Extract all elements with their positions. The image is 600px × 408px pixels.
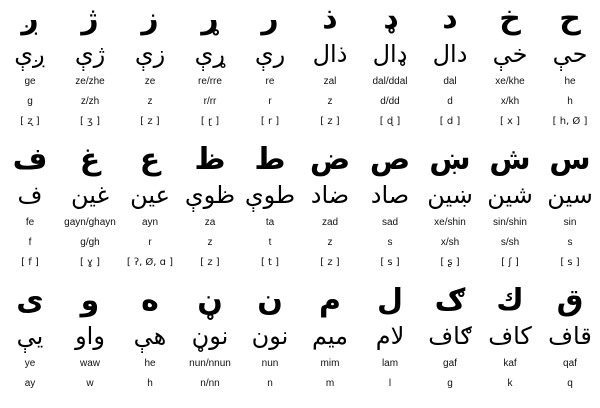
transliteration-primary: nun/nnun bbox=[189, 358, 231, 369]
ipa-value: [ z ] bbox=[320, 257, 340, 268]
transliteration-primary: sin/shin bbox=[493, 217, 527, 228]
ipa-value: [ h, Ø ] bbox=[552, 116, 588, 127]
transliteration-secondary: l bbox=[388, 378, 392, 389]
letter-name: لام bbox=[375, 322, 405, 350]
letter-name: طوې bbox=[244, 181, 296, 209]
ipa-value: [ ʐ ] bbox=[20, 116, 40, 127]
letter-name: ذال bbox=[312, 40, 348, 68]
transliteration-secondary: s/sh bbox=[500, 237, 520, 248]
transliteration-secondary: r bbox=[268, 96, 272, 107]
transliteration-secondary: x/kh bbox=[500, 96, 520, 107]
letter-name: دال bbox=[432, 40, 468, 68]
letter-name-row bbox=[0, 177, 600, 207]
transliteration-secondary: h bbox=[147, 378, 153, 389]
letter-name-row bbox=[0, 36, 600, 66]
letter-name: عين bbox=[130, 181, 170, 209]
letter-name: ډال bbox=[372, 40, 408, 68]
letter-name: زې bbox=[134, 40, 166, 68]
transliteration-secondary: s bbox=[387, 237, 393, 248]
ipa-value: [ ʔ, Ø, ɑ ] bbox=[126, 257, 174, 268]
transliteration-primary: re/rre bbox=[198, 76, 222, 87]
letter-row bbox=[0, 282, 600, 318]
transliteration-secondary: n/nn bbox=[200, 378, 220, 389]
letter-name: ړې bbox=[194, 40, 226, 68]
transliteration-secondary: r/rr bbox=[203, 96, 217, 107]
letter-name: قاف bbox=[548, 322, 592, 350]
transliteration-primary: qaf bbox=[563, 358, 577, 369]
letter-name: ظوې bbox=[184, 181, 236, 209]
transliteration-primary: sad bbox=[381, 217, 399, 228]
transliteration-primary: ze bbox=[144, 76, 156, 87]
letter-name: يې bbox=[16, 322, 44, 350]
ipa-value: [ ʃ ] bbox=[501, 257, 519, 268]
letter-name: واو bbox=[75, 322, 105, 350]
letter-name: نون bbox=[251, 322, 289, 350]
letter-glyph: د bbox=[442, 1, 458, 36]
transliteration-secondary: s bbox=[567, 237, 573, 248]
letter-name: ګاف bbox=[428, 322, 472, 350]
transliteration-primary: dal/ddal bbox=[372, 76, 408, 87]
letter-glyph: ګ bbox=[434, 283, 466, 318]
letter-glyph: ن bbox=[257, 283, 283, 318]
letter-glyph: ض bbox=[309, 142, 351, 177]
transliteration-primary: xe/khe bbox=[495, 76, 525, 87]
letter-row bbox=[0, 0, 600, 36]
letter-name: ژې bbox=[74, 40, 106, 68]
transliteration-primary: mim bbox=[320, 358, 340, 369]
transliteration-secondary: g/gh bbox=[80, 237, 100, 248]
ipa-value: [ z ] bbox=[140, 116, 160, 127]
letter-glyph: ف bbox=[12, 142, 48, 177]
transliteration-secondary: w bbox=[86, 378, 94, 389]
letter-glyph: م bbox=[319, 283, 341, 318]
transliteration-secondary: ay bbox=[24, 378, 36, 389]
transliteration-alt-row bbox=[0, 378, 600, 408]
ipa-value: [ s ] bbox=[380, 257, 400, 268]
transliteration-secondary: z bbox=[327, 237, 333, 248]
ipa-value: [ f ] bbox=[21, 257, 39, 268]
transliteration-secondary: m bbox=[325, 378, 335, 389]
letter-name: حې bbox=[552, 40, 588, 68]
letter-glyph: ړ bbox=[201, 1, 219, 36]
letter-glyph: س bbox=[549, 142, 591, 177]
letter-glyph: غ bbox=[79, 142, 101, 177]
ipa-value: [ t ] bbox=[260, 257, 280, 268]
letter-glyph: خ bbox=[499, 1, 521, 36]
transliteration-primary: za bbox=[204, 217, 216, 228]
transliteration-secondary: f bbox=[28, 237, 32, 248]
letter-name: هې bbox=[133, 322, 167, 350]
letter-name: سين bbox=[547, 181, 593, 209]
ipa-value: [ ɣ ] bbox=[79, 257, 101, 268]
letter-glyph: ز bbox=[141, 1, 159, 36]
transliteration-secondary: k bbox=[507, 378, 513, 389]
letter-glyph: ش bbox=[489, 142, 531, 177]
letter-name: ضاد bbox=[310, 181, 350, 209]
transliteration-secondary: r bbox=[148, 237, 152, 248]
transliteration-primary: waw bbox=[79, 358, 100, 369]
alphabet-block-1 bbox=[0, 0, 600, 134]
letter-glyph: ع bbox=[139, 142, 161, 177]
transliteration-secondary: q bbox=[567, 378, 573, 389]
transliteration-primary: re bbox=[265, 76, 275, 87]
letter-glyph: ڼ bbox=[197, 283, 223, 318]
transliteration-primary: xe/shin bbox=[434, 217, 466, 228]
transliteration-primary: he bbox=[564, 76, 576, 87]
transliteration-secondary: d/dd bbox=[380, 96, 400, 107]
ipa-value: [ ɖ ] bbox=[379, 116, 401, 127]
alphabet-block-3 bbox=[0, 282, 600, 400]
letter-glyph: ژ bbox=[81, 1, 99, 36]
transliteration-secondary: t bbox=[268, 237, 272, 248]
letter-name-row bbox=[0, 318, 600, 348]
transliteration-secondary: z/zh bbox=[80, 96, 100, 107]
transliteration-primary: zal bbox=[323, 76, 337, 87]
letter-glyph: ډ bbox=[383, 1, 397, 36]
transliteration-primary: he bbox=[144, 358, 156, 369]
transliteration-primary: kaf bbox=[503, 358, 517, 369]
transliteration-primary: zad bbox=[321, 217, 339, 228]
transliteration-primary: lam bbox=[381, 358, 399, 369]
letter-glyph: ه bbox=[141, 283, 159, 318]
transliteration-primary: ze/zhe bbox=[75, 76, 105, 87]
ipa-value: [ s ] bbox=[560, 257, 580, 268]
letter-name: خې bbox=[492, 40, 528, 68]
letter-glyph: ح bbox=[559, 1, 581, 36]
letter-glyph: ط bbox=[254, 142, 286, 177]
letter-name: ف bbox=[17, 181, 43, 209]
transliteration-secondary: x/sh bbox=[440, 237, 460, 248]
letter-glyph: ل bbox=[376, 283, 404, 318]
letter-name: شين bbox=[487, 181, 533, 209]
transliteration-primary: dal bbox=[443, 76, 457, 87]
letter-glyph: ق bbox=[556, 283, 584, 318]
ipa-value: [ ɽ ] bbox=[200, 116, 220, 127]
transliteration-secondary: g bbox=[447, 378, 453, 389]
transliteration-secondary: z bbox=[327, 96, 333, 107]
letter-glyph: ظ bbox=[194, 142, 226, 177]
letter-name: رې bbox=[254, 40, 286, 68]
letter-glyph: ږ bbox=[21, 1, 39, 36]
transliteration-primary: ayn bbox=[141, 217, 159, 228]
transliteration-primary: ye bbox=[24, 358, 36, 369]
letter-glyph: ښ bbox=[429, 142, 471, 177]
ipa-value: [ d ] bbox=[439, 116, 461, 127]
letter-name: ښين bbox=[427, 181, 473, 209]
letter-row bbox=[0, 141, 600, 177]
transliteration-secondary: z bbox=[147, 96, 153, 107]
transliteration-secondary: z bbox=[207, 237, 213, 248]
letter-name: ږې bbox=[14, 40, 46, 68]
transliteration-primary: gaf bbox=[443, 358, 457, 369]
transliteration-primary: nun bbox=[261, 358, 279, 369]
ipa-value: [ r ] bbox=[260, 116, 280, 127]
letter-glyph: ك bbox=[496, 283, 524, 318]
ipa-value: [ x ] bbox=[499, 116, 521, 127]
letter-name: كاف bbox=[488, 322, 532, 350]
ipa-value: [ z ] bbox=[320, 116, 340, 127]
letter-name: صاد bbox=[370, 181, 410, 209]
transliteration-primary: sin bbox=[563, 217, 577, 228]
transliteration-secondary: n bbox=[267, 378, 273, 389]
letter-name: نوڼ bbox=[191, 322, 229, 350]
transliteration-primary: ge bbox=[24, 76, 36, 87]
letter-name: غين bbox=[70, 181, 110, 209]
transliteration-primary: ta bbox=[265, 217, 275, 228]
alphabet-block-2 bbox=[0, 141, 600, 275]
letter-glyph: و bbox=[80, 283, 100, 318]
transliteration-secondary: d bbox=[447, 96, 453, 107]
letter-glyph: ص bbox=[369, 142, 411, 177]
transliteration-primary: fe bbox=[25, 217, 35, 228]
transliteration-primary: gayn/ghayn bbox=[64, 217, 116, 228]
ipa-value: [ ʂ ] bbox=[440, 257, 460, 268]
transliteration-secondary: g bbox=[27, 96, 33, 107]
ipa-value: [ z ] bbox=[200, 257, 220, 268]
ipa-value: [ ʒ ] bbox=[80, 116, 100, 127]
transliteration-secondary: h bbox=[567, 96, 573, 107]
letter-name: ميم bbox=[311, 322, 349, 350]
letter-glyph: ر bbox=[261, 1, 279, 36]
letter-glyph: ذ bbox=[322, 1, 338, 36]
letter-glyph: ى bbox=[16, 283, 44, 318]
